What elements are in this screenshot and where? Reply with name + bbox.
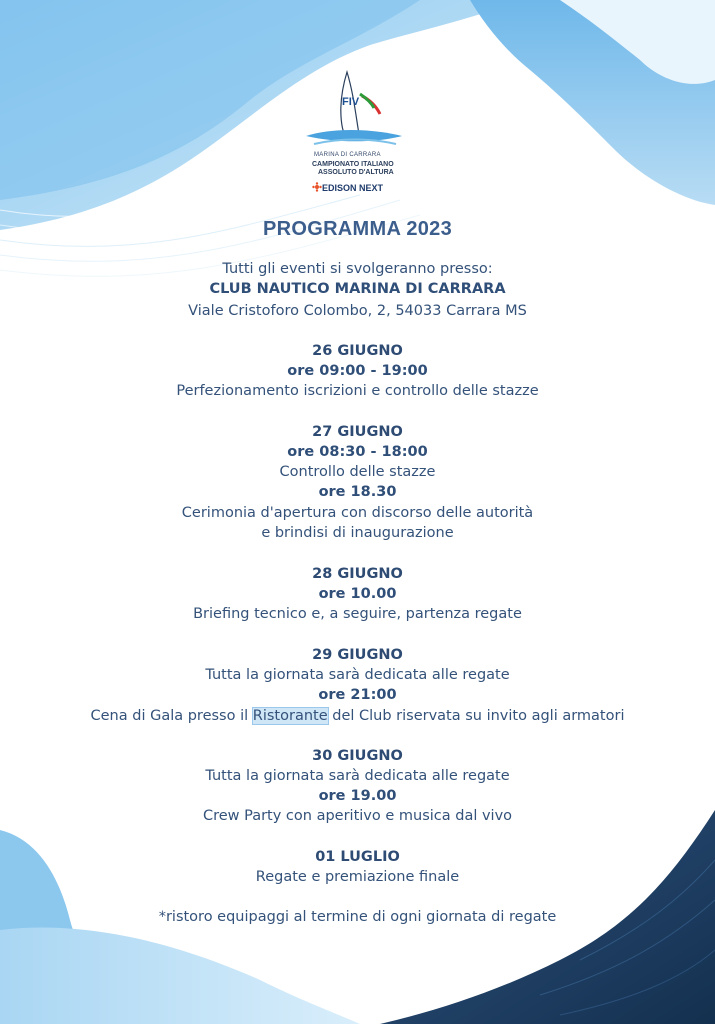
- venue-intro: Tutti gli eventi si svolgeranno presso:: [222, 261, 493, 277]
- event-logo: [300, 70, 415, 200]
- page-title: PROGRAMMA 2023: [262, 218, 453, 240]
- day-activity: Perfezionamento iscrizioni e controllo delle stazze: [176, 383, 539, 399]
- day-activity: Tutta la giornata sarà dedicata alle regate: [205, 768, 510, 784]
- day-activity: Cena di Gala presso il Ristorante del Club riservata su invito agli armatori: [90, 708, 625, 724]
- sponsor-name: EDISON NEXT: [322, 183, 384, 193]
- day-activity: Controllo delle stazze: [279, 464, 436, 480]
- day-date: 28 GIUGNO: [312, 566, 403, 582]
- day-date: 01 LUGLIO: [315, 849, 400, 865]
- day-time: ore 21:00: [318, 687, 397, 703]
- sail-icon: [300, 70, 415, 155]
- day-time: ore 19.00: [318, 788, 397, 804]
- day-date: 29 GIUGNO: [312, 647, 403, 663]
- day-time: ore 18.30: [318, 484, 397, 500]
- day-activity: Regate e premiazione finale: [255, 869, 460, 885]
- day-activity: Cerimonia d'apertura con discorso delle autorità: [181, 505, 534, 521]
- logo-event-name: CAMPIONATO ITALIANO ASSOLUTO D'ALTURA: [312, 161, 394, 176]
- venue-name: CLUB NAUTICO MARINA DI CARRARA: [209, 281, 506, 297]
- day-activity: Briefing tecnico e, a seguire, partenza regate: [193, 606, 522, 622]
- day-activity: e brindisi di inaugurazione: [261, 525, 454, 541]
- fiv-label: FIV: [342, 96, 360, 108]
- day-activity: Crew Party con aperitivo e musica dal vivo: [202, 808, 513, 824]
- day-date: 27 GIUGNO: [312, 424, 403, 440]
- day-time: ore 10.00: [318, 586, 397, 602]
- edison-logo-icon: [312, 182, 322, 192]
- logo-subtitle: MARINA DI CARRARA: [314, 152, 381, 158]
- venue-address: Viale Cristoforo Colombo, 2, 54033 Carrara MS: [188, 303, 527, 319]
- footnote: *ristoro equipaggi al termine di ogni giornata di regate: [158, 909, 557, 925]
- day-time: ore 08:30 - 18:00: [287, 444, 428, 460]
- day-date: 26 GIUGNO: [312, 343, 403, 359]
- day-time: ore 09:00 - 19:00: [287, 363, 428, 379]
- day-activity: Tutta la giornata sarà dedicata alle regate: [205, 667, 510, 683]
- day-date: 30 GIUGNO: [312, 748, 403, 764]
- highlighted-word[interactable]: Ristorante: [252, 708, 328, 724]
